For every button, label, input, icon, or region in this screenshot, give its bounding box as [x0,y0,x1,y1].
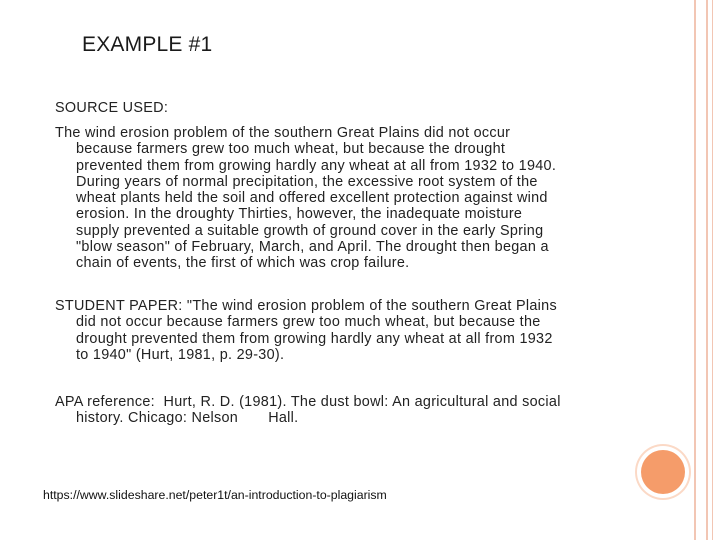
frame-border-line [712,0,713,540]
frame-border-line [694,0,696,540]
student-paper-line: to 1940" (Hurt, 1981, p. 29-30). [76,346,285,363]
decorative-circle [641,450,685,494]
apa-reference-paragraph [55,394,635,427]
student-paper-line: STUDENT PAPER: "The wind erosion problem of the southern Great Plains [55,298,557,314]
slide-title: EXAMPLE #1 [82,33,213,56]
source-line: supply prevented a suitable growth of ground cover in the early Spring [76,222,544,239]
frame-border-line [706,0,708,540]
student-paper-line: drought prevented them from growing hardly any wheat at all from 1932 [76,330,553,347]
source-label-paragraph [55,100,635,116]
source-line: wheat plants held the soil and offered excellent protection against wind [76,190,548,207]
source-line: "blow season" of February, March, and April. The drought then began a [76,239,549,256]
source-line: The wind erosion problem of the southern Great Plains did not occur [55,125,511,141]
source-line: erosion. In the droughty Thirties, however, the inadequate moisture [76,206,523,223]
source-label: SOURCE USED: [55,100,169,116]
student-paper-paragraph [55,298,635,363]
source-line: prevented them from growing hardly any wheat at all from 1932 to 1940. [76,157,557,174]
student-paper-line: did not occur because farmers grew too much wheat, but because the [76,314,541,331]
source-url: https://www.slideshare.net/peter1t/an-introduction-to-plagiarism [43,488,387,502]
source-paragraph [55,125,635,272]
source-line: chain of events, the first of which was crop failure. [76,255,410,272]
source-line: During years of normal precipitation, the excessive root system of the [76,173,538,190]
apa-reference-line: history. Chicago: Nelson Hall. [76,410,299,427]
source-line: because farmers grew too much wheat, but because the drought [76,141,506,158]
apa-reference-line: APA reference: Hurt, R. D. (1981). The dust bowl: An agricultural and social [55,394,561,410]
